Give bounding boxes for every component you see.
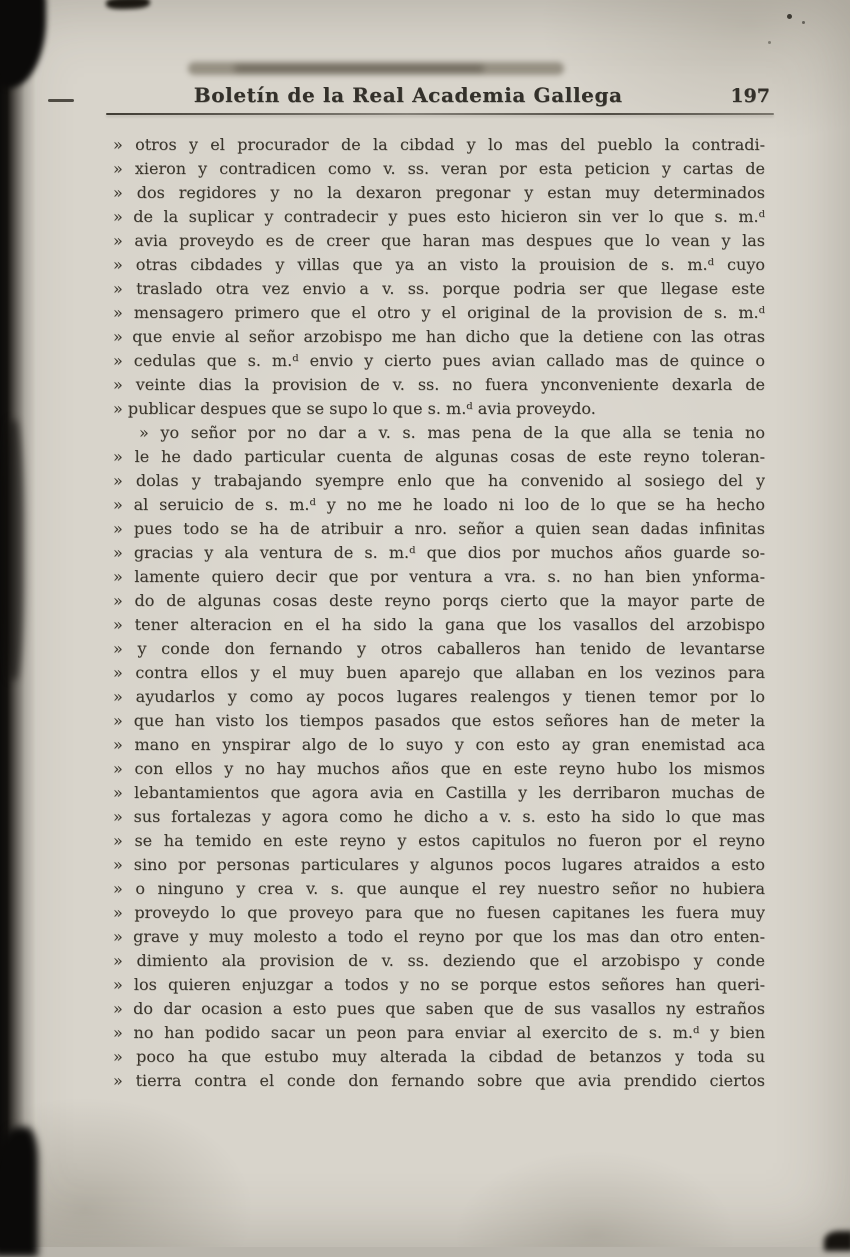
text-line: » ayudarlos y como ay pocos lugares realengos y tienen temor por lo — [113, 687, 765, 706]
text-line: » avia proveydo es de creer que haran mas despues que lo vean y las — [113, 231, 765, 250]
text-line: » no han podido sacar un peon para enviar al exercito de s. m.ᵈ y bien — [113, 1023, 765, 1042]
text-line: » traslado otra vez envio a v. ss. porque podria ser que llegase este — [113, 279, 765, 298]
page-number: 197 — [730, 85, 770, 107]
text-line: » dimiento ala provision de v. ss. deziendo que el arzobispo y conde — [113, 951, 765, 970]
text-line: » xieron y contradicen como v. ss. veran por esta peticion y cartas de — [113, 159, 765, 178]
text-line: » que han visto los tiempos pasados que estos señores han de meter la — [113, 711, 765, 730]
text-line: » tener alteracion en el ha sido la gana que los vasallos del arzobispo — [113, 615, 765, 634]
ink-smudge — [188, 62, 564, 75]
text-line: » pues todo se ha de atribuir a nro. señor a quien sean dadas infinitas — [113, 519, 765, 538]
text-line: » y conde don fernando y otros caballeros han tenido de levantarse — [113, 639, 765, 658]
scan-blotch-artifact — [2, 420, 24, 680]
text-line: » lamente quiero decir que por ventura a vra. s. no han bien ynforma- — [113, 567, 765, 586]
text-line: » dos regidores y no la dexaron pregonar y estan muy determinados — [113, 183, 765, 202]
text-line: » publicar despues que se supo lo que s. m.ᵈ avia proveydo. — [113, 399, 596, 418]
text-line: » contra ellos y el muy buen aparejo que allaban en los vezinos para — [113, 663, 765, 682]
text-line: » gracias y ala ventura de s. m.ᵈ que dios por muchos años guarde so- — [113, 543, 765, 562]
journal-title: Boletín de la Real Academia Gallega — [193, 83, 623, 107]
text-line: » yo señor por no dar a v. s. mas pena de la que alla se tenia no — [139, 423, 765, 442]
text-line: » sino por personas particulares y algunos pocos lugares atraidos a esto — [113, 855, 765, 874]
text-line: » lebantamientos que agora avia en Castilla y les derribaron muchas de — [113, 783, 765, 802]
text-line: » proveydo lo que proveyo para que no fuesen capitanes les fuera muy — [113, 903, 765, 922]
text-line: » al seruicio de s. m.ᵈ y no me he loado ni loo de lo que se ha hecho — [113, 495, 765, 514]
text-line: » tierra contra el conde don fernando sobre que avia prendido ciertos — [113, 1071, 765, 1090]
paragraph — [113, 421, 765, 1093]
text-line: » grave y muy molesto a todo el reyno por que los mas dan otro enten- — [113, 927, 765, 946]
text-line: » poco ha que estubo muy alterada la cibdad de betanzos y toda su — [113, 1047, 765, 1066]
text-line: » mano en ynspirar algo de lo suyo y con esto ay gran enemistad aca — [113, 735, 765, 754]
top-edge-ink-mark — [106, 0, 150, 10]
text-line: » los quieren enjuzgar a todos y no se porque estos señores han queri- — [113, 975, 765, 994]
text-line: » que envie al señor arzobispo me han dicho que la detiene con las otras — [113, 327, 765, 346]
bottom-right-corner-artifact — [824, 1231, 850, 1251]
text-line: » o ninguno y crea v. s. que aunque el rey nuestro señor no hubiera — [113, 879, 765, 898]
text-line: » do dar ocasion a esto pues que saben que de sus vasallos ny estraños — [113, 999, 765, 1018]
text-line: » otras cibdades y villas que ya an visto la prouision de s. m.ᵈ cuyo — [113, 255, 765, 274]
text-line: » veinte dias la provision de v. ss. no fuera ynconveniente dexarla de — [113, 375, 765, 394]
text-line: » de la suplicar y contradecir y pues esto hicieron sin ver lo que s. m.ᵈ — [113, 207, 765, 226]
text-line: » le he dado particular cuenta de algunas cosas de este reyno toleran- — [113, 447, 765, 466]
page-body — [113, 133, 765, 1093]
running-head — [112, 83, 770, 107]
text-line: » sus fortalezas y agora como he dicho a v. s. esto ha sido lo que mas — [113, 807, 765, 826]
text-line: » con ellos y no hay muchos años que en este reyno hubo los mismos — [113, 759, 765, 778]
margin-dash-artifact — [48, 99, 74, 102]
text-line: » se ha temido en este reyno y estos capitulos no fueron por el reyno — [113, 831, 765, 850]
text-line: » dolas y trabajando syempre enlo que ha convenido al sosiego del y — [113, 471, 765, 490]
paragraph — [113, 133, 765, 421]
text-line: » cedulas que s. m.ᵈ envio y cierto pues avian callado mas de quince o — [113, 351, 765, 370]
top-right-ink-specks — [787, 14, 792, 19]
header-rule — [106, 113, 774, 115]
text-line: » mensagero primero que el otro y el original de la provision de s. m.ᵈ — [113, 303, 765, 322]
text-line: » otros y el procurador de la cibdad y lo mas del pueblo la contradi- — [113, 135, 765, 154]
text-line: » do de algunas cosas deste reyno porqs cierto que la mayor parte de — [113, 591, 765, 610]
